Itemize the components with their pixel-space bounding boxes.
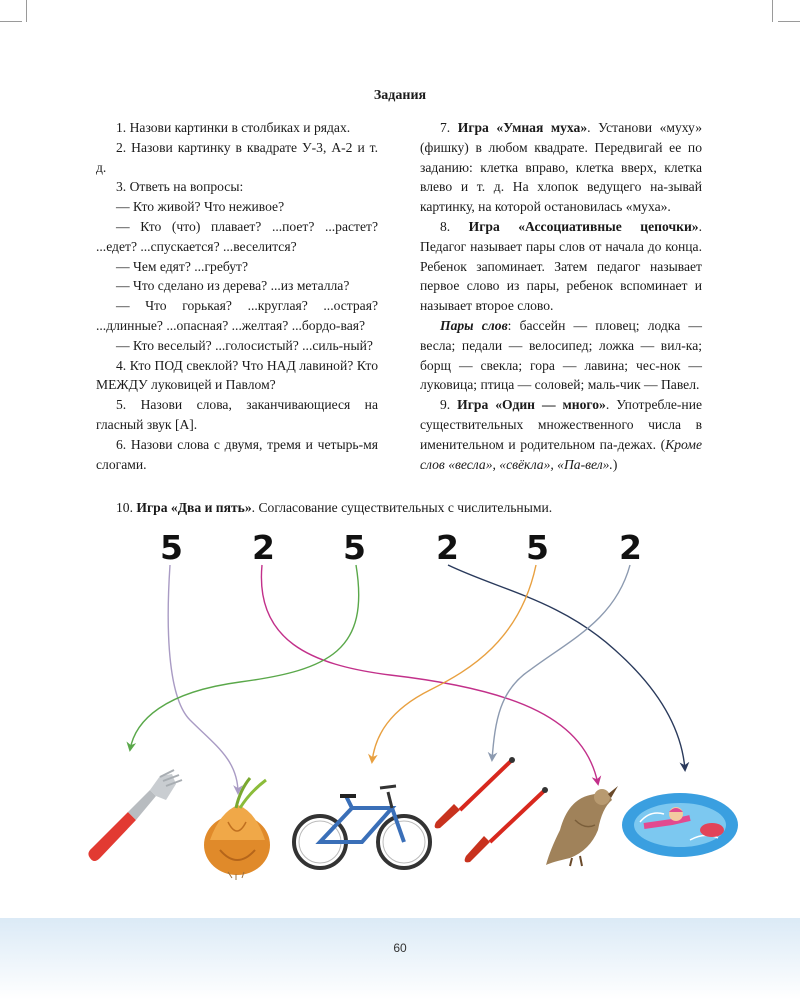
digit-5-third: 5 (526, 528, 549, 567)
bicycle-picture (294, 786, 430, 868)
right-column-text-run: 8. (440, 218, 469, 234)
right-column-text-run: 9. (440, 397, 458, 413)
digit-5-second: 5 (343, 528, 366, 567)
task-10-text: . Согласование существительных с числительными. (251, 500, 553, 515)
right-column-text-run: 7. (440, 120, 458, 135)
line-5-to-onion (168, 565, 238, 793)
right-column-text-run: Кроме слов «весла», «свёкла», «Па-вел». (420, 436, 702, 472)
page-number: 60 (393, 941, 407, 955)
line-2-to-oars (492, 565, 630, 760)
left-column-text-run: 5. Назови слова, заканчивающиеся на гласный звук [А]. (96, 397, 378, 432)
right-column-text-run: . Употребле-ние существительных множественного числа в именительном и родительном па-дежах. ( (420, 397, 702, 452)
oars-picture (435, 757, 548, 862)
right-column-text-run: Игра «Один — много» (457, 397, 606, 413)
line-5-to-bicycle (372, 565, 536, 762)
line-5-to-fork (130, 565, 359, 750)
swimmer-picture (622, 793, 738, 857)
digit-2-second: 2 (436, 528, 459, 567)
left-column-text-run: — Что сделано из дерева? ...из металла? (116, 278, 350, 294)
left-column-text-run: 1. Назови картинки в столбиках и рядах. (116, 120, 351, 135)
right-column-text-run: Пары слов (440, 317, 508, 333)
left-column-text-run: 4. Кто ПОД свеклой? Что НАД лавиной? Кто МЕЖДУ луковицей и Павлом? (96, 357, 378, 393)
right-column-text-run: : бассейн — пловец; лодка — весла; педали — велосипед; ложка — вил-ка; борщ — свекла; гора — лавина; чес-нок — луковица; птица — соловей; маль-чик — Павел. (420, 317, 702, 393)
fork-picture (88, 770, 182, 861)
left-column-text-run: 2. Назови картинку в квадрате У-3, А-2 и т. д. (96, 139, 378, 175)
right-column-text-run: . Установи «муху» (фишку) в любом квадрате. Передвигай ее по заданию: клетка вправо, клетка вверх, клетка влево и т. д. На хлопок ведущего на-зывай картинку, на которой остановилась «муха». (420, 120, 702, 215)
right-column-text-run: . Педагог называет пары слов от начала до конца. Ребенок запоминает. Затем педагог называет первое слово из пары, ребенок вспоминает и называет второе слово. (420, 218, 702, 314)
digit-2-first: 2 (252, 528, 275, 567)
onion-picture (204, 778, 270, 880)
right-column-text-run: Игра «Умная муха» (457, 120, 588, 135)
digit-2-third: 2 (619, 528, 642, 567)
right-column-text-run: Игра «Ассоциативные цепочки» (468, 218, 699, 234)
left-column-text-run: — Чем едят? ...гребут? (116, 258, 249, 274)
page-footer (0, 918, 800, 1000)
left-column-text-run: — Кто живой? Что неживое? (116, 199, 285, 215)
left-column-text-run: 6. Назови слова с двумя, тремя и четырь-мя слогами. (96, 436, 378, 472)
right-column-text-run: ) (612, 456, 618, 472)
left-column-text-run: — Кто (что) плавает? ...поет? ...растет? ...едет? ...спускается? ...веселится? (96, 218, 378, 254)
left-column-text-run: — Что горькая? ...круглая? ...острая? ...длинные? ...опасная? ...желтая? ...бордо-вая? (96, 298, 378, 333)
nightingale-picture (546, 786, 618, 866)
digit-5-first: 5 (160, 528, 183, 567)
page-heading: Задания (373, 88, 427, 103)
task-10-prefix: 10. (116, 500, 137, 515)
left-column-text-run: — Кто веселый? ...голосистый? ...силь-ный? (116, 337, 373, 353)
task-10-title: Игра «Два и пять» (136, 500, 252, 515)
line-2-to-swimmer (448, 565, 685, 770)
left-column-text-run: 3. Ответь на вопросы: (116, 179, 244, 195)
line-2-to-nightingale (261, 565, 598, 784)
